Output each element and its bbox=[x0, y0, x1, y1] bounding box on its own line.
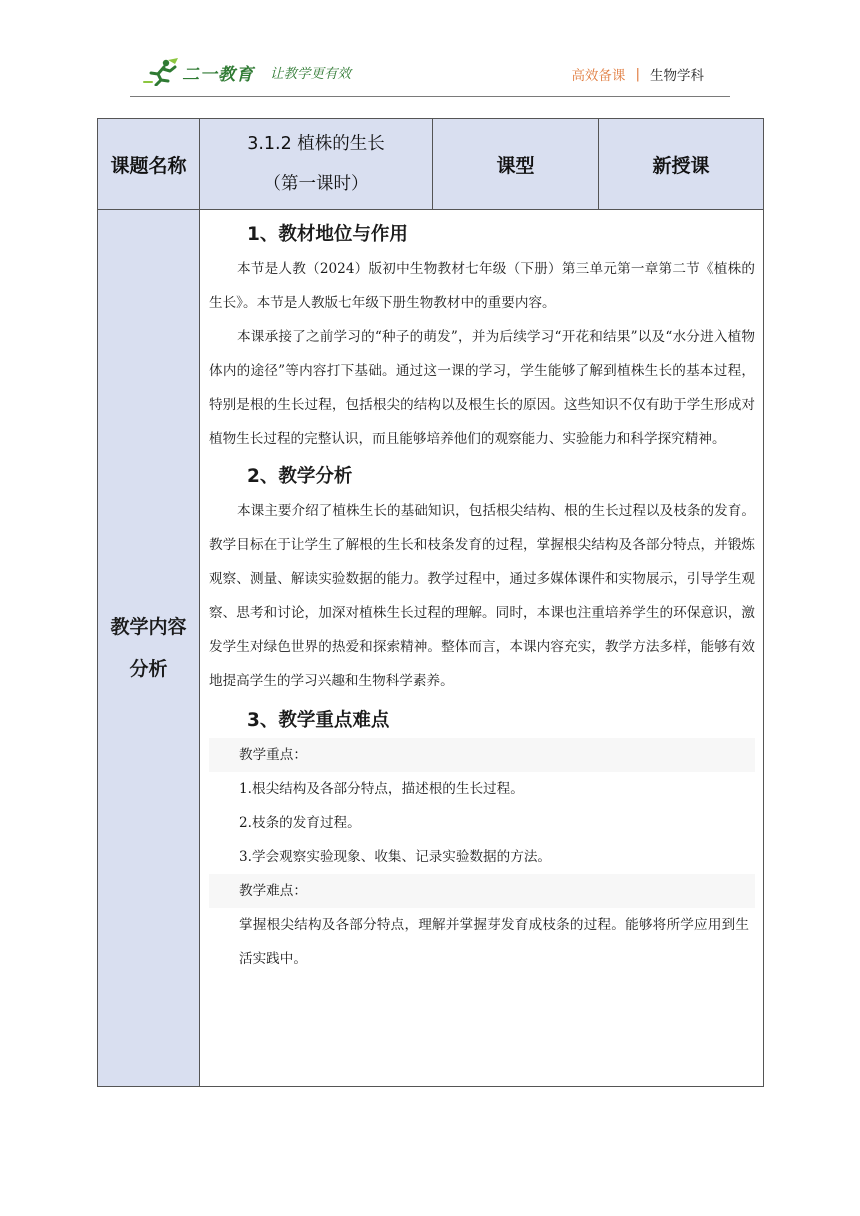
section-label-line2: 分析 bbox=[129, 658, 168, 680]
content-body bbox=[200, 210, 763, 976]
topic-label-cell bbox=[98, 119, 200, 210]
header-tag: 高效备课 bbox=[571, 68, 626, 84]
content-row bbox=[98, 210, 764, 1087]
difficult-points-text: 掌握根尖结构及各部分特点，理解并掌握芽发育成枝条的过程。能够将所学应用到生活实践中。 bbox=[239, 917, 749, 967]
type-value-cell bbox=[599, 119, 764, 210]
type-label-cell bbox=[433, 119, 599, 210]
page-header bbox=[130, 52, 730, 97]
section-1-paragraph-2: 本课承接了之前学习的“种子的萌发”，并为后续学习“开花和结果”以及“水分进入植物体内的途径”等内容打下基础。通过这一课的学习，学生能够了解到植株生长的基本过程，特别是根的生长过程，包括根尖的结构以及根生长的原因。这些知识不仅有助于学生形成对植物生长过程的完整认识，而且能够培养他们的观察能力、实验能力和科学探究精神。 bbox=[209, 329, 755, 447]
content-cell bbox=[200, 210, 764, 1087]
brand-name: 二一教育 bbox=[182, 64, 254, 85]
topic-label: 课题名称 bbox=[110, 154, 187, 177]
section-label-line1: 教学内容 bbox=[110, 616, 187, 638]
key-point-item: 1.根尖结构及各部分特点，描述根的生长过程。 bbox=[239, 781, 524, 797]
header-separator: | bbox=[635, 66, 640, 82]
brand-slogan: 让教学更有效 bbox=[270, 66, 351, 82]
key-points-label: 教学重点： bbox=[209, 738, 755, 772]
key-point-item: 2.枝条的发育过程。 bbox=[239, 815, 361, 831]
type-label: 课型 bbox=[496, 154, 535, 177]
section-3-title: 3、教学重点难点 bbox=[247, 710, 390, 731]
section-2-title: 2、教学分析 bbox=[247, 466, 353, 487]
section-label-cell bbox=[98, 210, 200, 1087]
topic-session: （第一课时） bbox=[263, 174, 369, 194]
type-value: 新授课 bbox=[652, 154, 710, 177]
section-2-paragraph: 本课主要介绍了植株生长的基础知识，包括根尖结构、根的生长过程以及枝条的发育。教学目标在于让学生了解根的生长和枝条发育的过程，掌握根尖结构及各部分特点，并锻炼观察、测量、解读实验数据的能力。教学过程中，通过多媒体课件和实物展示，引导学生观察、思考和讨论，加深对植株生长过程的理解。同时，本课也注重培养学生的环保意识，激发学生对绿色世界的热爱和探索精神。整体而言，本课内容充实，教学方法多样，能够有效地提高学生的学习兴趣和生物科学素养。 bbox=[209, 503, 755, 689]
lesson-table bbox=[97, 118, 764, 1087]
section-1-title: 1、教材地位与作用 bbox=[247, 224, 408, 245]
section-1-paragraph-1: 本节是人教（2024）版初中生物教材七年级（下册）第三单元第一章第二节《植株的生长》。本节是人教版七年级下册生物教材中的重要内容。 bbox=[209, 261, 755, 311]
table-header-row bbox=[98, 119, 764, 210]
header-right bbox=[571, 64, 704, 84]
brand-logo bbox=[142, 58, 351, 86]
running-figure-icon bbox=[142, 58, 180, 86]
topic-title: 3.1.2 植株的生长 bbox=[247, 134, 385, 154]
topic-value-cell bbox=[200, 119, 433, 210]
difficult-points-label: 教学难点： bbox=[209, 874, 755, 908]
key-point-item: 3.学会观察实验现象、收集、记录实验数据的方法。 bbox=[239, 849, 552, 865]
header-subject: 生物学科 bbox=[650, 68, 704, 84]
